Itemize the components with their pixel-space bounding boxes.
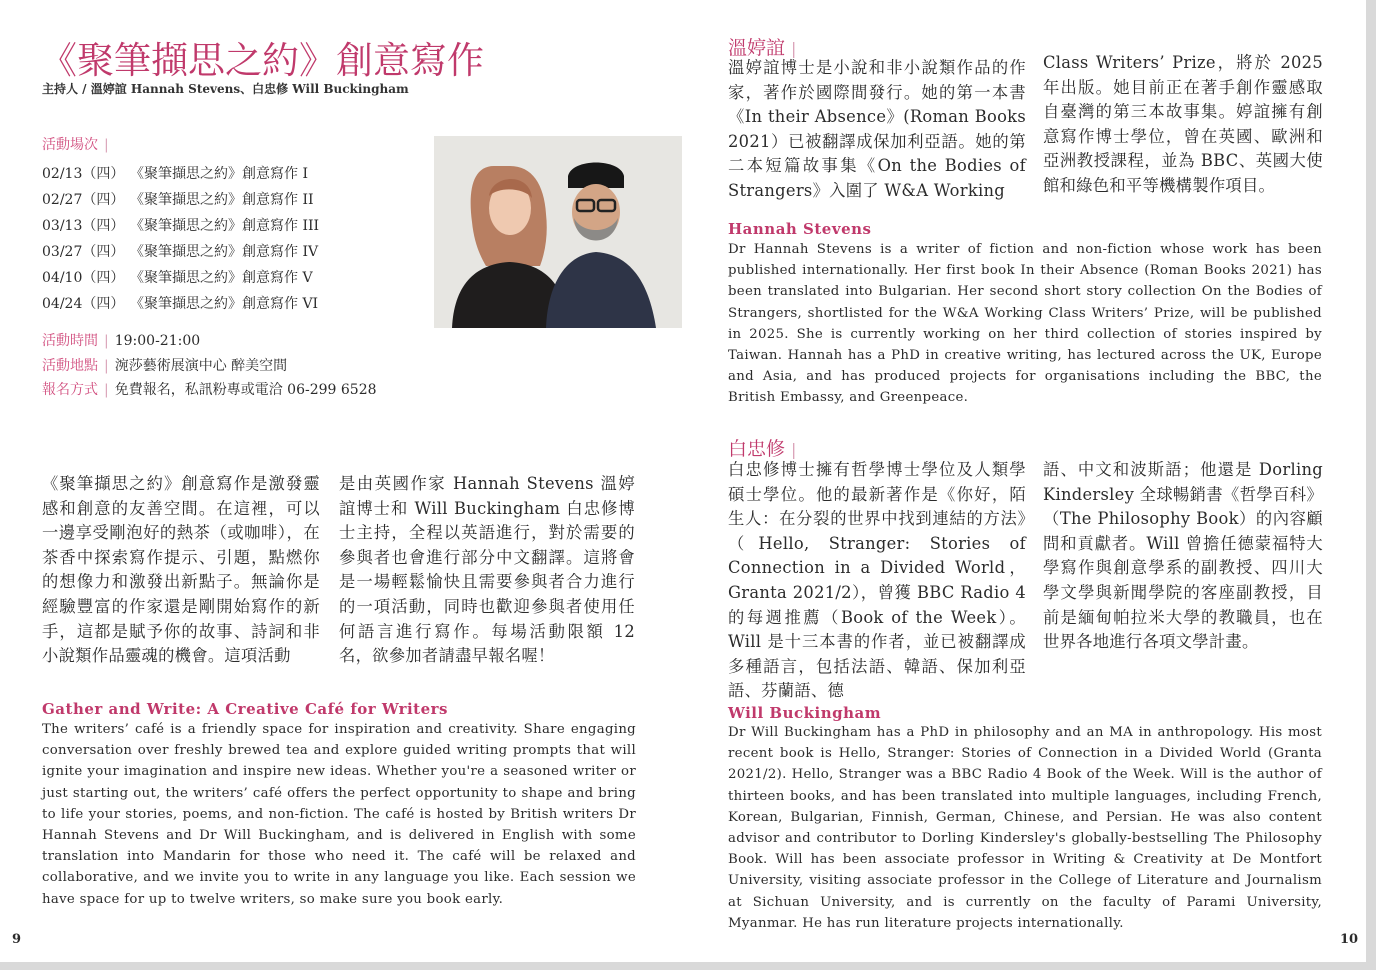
session-name: 《聚筆擷思之約》創意寫作 VI [130,296,319,312]
session-date: 04/10（四） [42,270,125,286]
session-name: 《聚筆擷思之約》創意寫作 III [130,218,320,234]
hannah-bio-zh-col2: Class Writers’ Prize，將於 2025 年出版。她目前正在著手創作靈感取自臺灣的第三本故事集。婷誼擁有創意寫作博士學位，曾在英國、歐洲和亞洲教授課程，並為 BBC、英國大使館和綠色和平等機構製作項目。 [1043,53,1323,195]
session-name: 《聚筆擷思之約》創意寫作 I [130,166,308,182]
time-label: 活動時間 [42,333,98,349]
signup-row: 報名方式 | 免費報名，私訊粉專或電洽 06-299 6528 [42,382,377,398]
hannah-bio-zh-col1: 溫婷誼博士是小說和非小說類作品的作家，著作於國際間發行。她的第一本書《In their Absence》(Roman Books 2021）已被翻譯成保加利亞語。她的第二本短篇故事集《On the Bodies of Strangers》入圍了 W&A Working [728,58,1026,200]
venue-label: 活動地點 [42,358,98,374]
hannah-name-zh-heading: 溫婷誼 | [728,37,797,59]
hannah-bio-en: Dr Hannah Stevens is a writer of fiction and non-fiction whose work has been published internationally. Her first book In their Absence (Roman Books 2021) has been translated into Bulgarian. Her second short story collection On the Bodies of Strangers, shortlisted for the W&A Working Class Writers’ Prize, will be published in 2025. She is currently working on her third collection of stories inspired by Taiwan. Hannah has a PhD in creative writing, has lectured across the UK, Europe and Asia, and has produced projects for organisations including the BBC, the British Embassy, and Greenpeace. [728,242,1322,406]
will-name-zh-heading: 白忠修 | [728,438,797,460]
session-row [42,187,319,213]
zh-description-col1: 《聚筆擷思之約》創意寫作是激發靈感和創意的友善空間。在這裡，可以一邊享受剛泡好的熱茶（或咖啡），在茶香中探索寫作提示、引題，點燃你的想像力和激發出新點子。無論你是經驗豐富的作家還是剛開始寫作的新手，這都是賦予你的故事、詩詞和非小說類作品靈魂的機會。這項活動 [42,474,320,666]
session-row [42,161,319,187]
time-value: 19:00-21:00 [114,333,201,349]
will-name-en: Will Buckingham [728,704,882,722]
session-row [42,213,319,239]
sessions-list [42,161,319,317]
signup-label: 報名方式 [42,382,98,398]
session-date: 04/24（四） [42,296,125,312]
hosts-photo-illustration [434,136,682,328]
hosts-photo [434,136,682,328]
sessions-label: 活動場次 [42,137,98,153]
will-bio-zh-col1: 白忠修博士擁有哲學博士學位及人類學碩士學位。他的最新著作是《你好，陌生人：在分裂的世界中找到連結的方法》（Hello, Stranger: Stories of Connection in a Divided World，Granta 2021/2），曾獲 BBC Radio 4 的每週推薦（Book of the Week）。Will 是十三本書的作者，並已被翻譯成多種語言，包括法語、韓語、保加利亞語、芬蘭語、德 [728,460,1026,701]
session-row [42,291,319,317]
session-row [42,265,319,291]
zh-description-col2: 是由英國作家 Hannah Stevens 溫婷誼博士和 Will Buckingham 白忠修博士主持，全程以英語進行，對於需要的參與者也會進行部分中文翻譯。這將會是一場輕鬆愉快且需要參與者合力進行的一項活動，同時也歡迎參與者使用任何語言進行寫作。每場活動限額 12 名，欲參加者請盡早報名喔！ [339,474,635,666]
session-row [42,239,319,265]
hannah-name-en: Hannah Stevens [728,220,872,238]
session-name: 《聚筆擷思之約》創意寫作 IV [130,244,319,260]
will-name-zh: 白忠修 [728,438,786,460]
en-description: The writers’ café is a friendly space for inspiration and creativity. Share engaging conversation over freshly brewed tea and explore guided writing prompts that will ignite your imagination and inspire new ideas. Whether you're a seasoned writer or just starting out, the writers’ café offers the perfect opportunity to shape and bring to life your stories, poems, and non-fiction. The café is hosted by British writers Dr Hannah Stevens and Dr Will Buckingham, and is delivered in English with some translation into Mandarin for those who need it. The café will be relaxed and collaborative, and we invite you to write in any language you like. Each session we have space for up to twelve writers, so make sure you book early. [42,722,636,907]
page-number-right: 10 [1340,932,1359,947]
page-number-left: 9 [12,932,22,947]
session-name: 《聚筆擷思之約》創意寫作 II [130,192,314,208]
will-bio-en: Dr Will Buckingham has a PhD in philosophy and an MA in anthropology. His most recent book is Hello, Stranger: Stories of Connection in a Divided World (Granta 2021/2). Hello, Stranger was a BBC Radio 4 Book of the Week. Will is the author of thirteen books, and has been translated into multiple languages, including French, Korean, Bulgarian, Finnish, German, Chinese, and Persian. He was also content advisor and contributor to Dorling Kindersley's globally-bestselling The Philosophy Book. Will has been associate professor in Writing & Creativity at De Montfort University, visiting associate professor in the College of Literature and Journalism at Sichuan University, and is currently on the faculty of Parami University, Myanmar. He has run literature projects internationally. [728,725,1322,931]
session-date: 02/13（四） [42,166,125,182]
session-date: 02/27（四） [42,192,125,208]
en-heading: Gather and Write: A Creative Café for Writers [42,700,448,718]
signup-value: 免費報名，私訊粉專或電洽 06-299 6528 [114,382,377,398]
hosts-line: 主持人 / 溫婷誼 Hannah Stevens、白忠修 Will Buckingham [42,82,409,96]
session-name: 《聚筆擷思之約》創意寫作 V [130,270,313,286]
page-title: 《聚筆擷思之約》創意寫作 [40,39,484,82]
venue-value: 涴莎藝術展演中心 醉美空間 [114,358,288,374]
sessions-heading: 活動場次 | [42,137,109,153]
will-bio-zh-col2: 語、中文和波斯語；他還是 Dorling Kindersley 全球暢銷書《哲學百科》（The Philosophy Book）的內容顧問和貢獻者。Will 曾擔任德蒙福特大學寫作與創意學系的副教授、四川大學文學與新聞學院的客座副教授，目前是緬甸帕拉米大學的教職員，也在世界各地進行各項文學計畫。 [1043,460,1323,652]
session-date: 03/27（四） [42,244,125,260]
venue-row: 活動地點 | 涴莎藝術展演中心 醉美空間 [42,358,288,374]
session-date: 03/13（四） [42,218,125,234]
time-row: 活動時間 | 19:00-21:00 [42,333,201,349]
hannah-name-zh: 溫婷誼 [728,37,786,59]
